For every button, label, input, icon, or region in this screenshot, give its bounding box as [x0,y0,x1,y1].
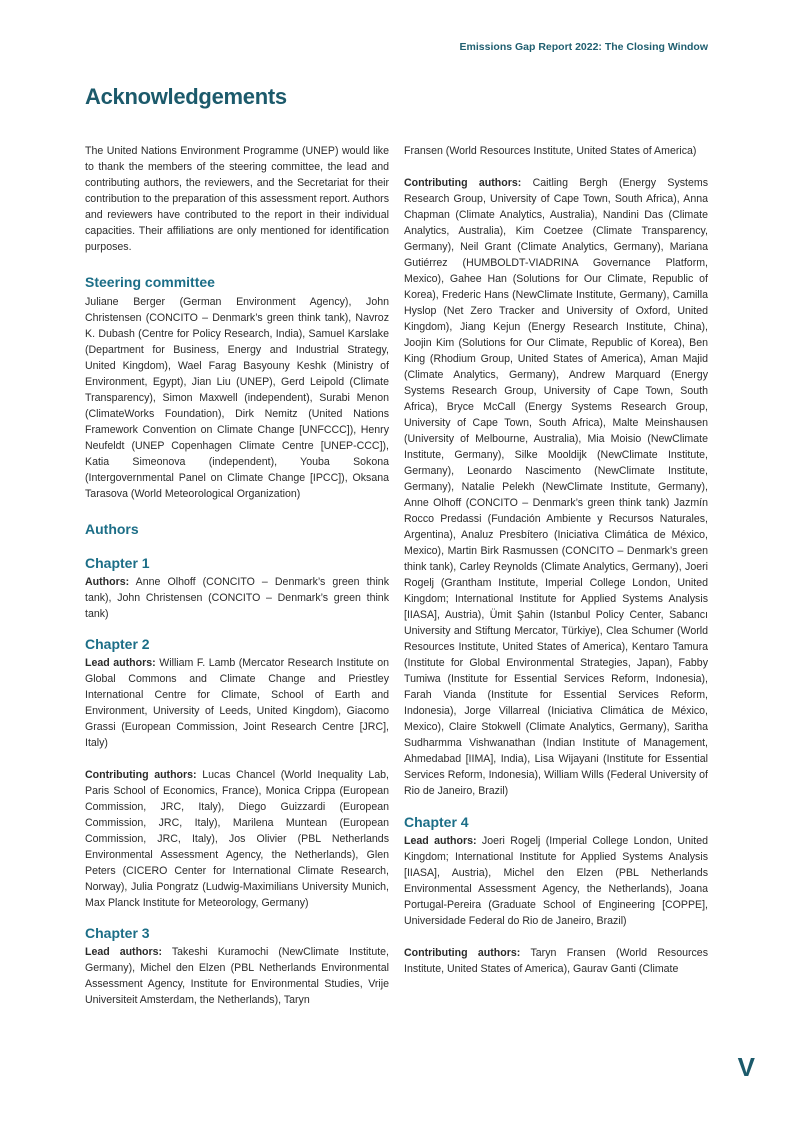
chapter-3-contributing-authors-text: Caitling Bergh (Energy Systems Research Group, University of Cape Town, South Africa), Anna Chapman (Climate Analytics, Australia), Nandini Das (Climate Analytics, Australia), Kim Coetzee (Climate Transparency, Germany), Neil Grant (Climate Analytics, Germany), Mariana Gutiérrez (HUMBOLDT-VIADRINA Governance Platform, Mexico), Gahee Han (Solutions for Our Climate, Republic of Korea), Frederic Hans (NewClimate Institute, Germany), Camilla Hyslop (Net Zero Tracker and University of Oxford, United Kingdom), Jiang Kejun (Energy Research Institute, China), Joojin Kim (Solutions for Our Climate, Republic of Korea), Ben King (Rhodium Group, United States of America), Aman Majid (Climate Analytics, Germany), Andrew Marquard (Energy Systems Research Group, University of Cape Town, South Africa), Bryce McCall (Energy Systems Research Group, University of Cape Town, South Africa), Malte Meinshausen (University of Melbourne, Australia), Mia Moisio (NewClimate Institute, Germany), Silke Mooldijk (NewClimate Institute, Germany), Leonardo Nascimento (NewClimate Institute, Germany), Natalie Pelekh (NewClimate Institute, Germany), Anne Olhoff (CONCITO – Denmark’s green think tank) Jazmín Rocco Predassi (Fundación Ambiente y Recursos Naturales, Argentina), Analuz Presbítero (Iniciativa Climática de México, Mexico), Martin Birk Rasmussen (CONCITO – Denmark’s green think tank), Carley Reynolds (Climate Analytics, Germany), Joeri Rogelj (Grantham Institute, Imperial College London, United Kingdom; International Institute for Applied Systems Analysis [IIASA], Austria), Ümit Şahin (Istanbul Policy Center, Sabancı University and Stiftung Mercator, Türkiye), Clea Schumer (World Resources Institute, United States of America), Kentaro Tamura (Institute for Global Environmental Strategies, Japan), Fabby Tumiwa (Institute for Essential Services Reform, Indonesia), Farah Vianda (Institute for Essential Services Reform, Indonesia), Jorge Villarreal (Iniciativa Climática de México, Mexico), Claire Stokwell (Climate Analytics, Germany), Saritha Sudharmma Vishwanathan (Indian Institute of Management, Ahmedabad [IIMA], India), Lisa Wijayani (Institute for Essential Services Reform, Indonesia), William Wills (Federal University of Rio de Janeiro, Brazil) [404,177,708,797]
chapter-4-lead-authors-text: Joeri Rogelj (Imperial College London, United Kingdom; International Institute for Applied Systems Analysis [IIASA], Austria), Michel den Elzen (PBL Netherlands Environmental Assessment Agency, the Netherlands), Joana Portugal-Pereira (Graduate School of Engineering [COPPE], Universidade Federal do Rio de Janeiro, Brazil) [404,835,708,927]
authors-heading: Authors [85,521,139,537]
chapter-1-heading: Chapter 1 [85,555,150,571]
chapter-3-lead-authors [85,944,389,1008]
chapter-3-lead-authors-text: Takeshi Kuramochi (NewClimate Institute, Germany), Michel den Elzen (PBL Netherlands Environmental Assessment Agency, Institute for Environmental Studies, Vrije Universiteit Amsterdam, the Netherlands), Taryn [85,946,389,1006]
left-column [85,143,389,1008]
steering-committee-heading: Steering committee [85,274,215,290]
right-column [404,143,708,977]
chapter-3-heading: Chapter 3 [85,925,150,941]
lead-authors-label: Lead authors: [85,946,163,958]
chapter-2-lead-authors-text: William F. Lamb (Mercator Research Institute on Global Commons and Climate Change and Priestley International Centre for Climate, School of Earth and Environment, University of Leeds, United Kingdom), Giacomo Grassi (European Commission, Joint Research Centre [JRC], Italy) [85,657,389,749]
chapter-4-contributing-authors-text: Taryn Fransen (World Resources Institute, United States of America), Gaurav Ganti (Climate [404,947,708,975]
lead-authors-label: Lead authors: [85,657,156,669]
chapter-2-contributing-authors [85,767,389,911]
chapter-4-heading: Chapter 4 [404,814,469,830]
running-header: Emissions Gap Report 2022: The Closing Window [459,41,708,53]
chapter-2-contributing-authors-text: Lucas Chancel (World Inequality Lab, Paris School of Economics, France), Monica Crippa (European Commission, JRC, Italy), Diego Guizzardi (European Commission, JRC, Italy), Marilena Muntean (European Commission, JRC, Italy), Jos Olivier (PBL Netherlands Environmental Assessment Agency, the Netherlands), Glen Peters (CICERO Center for International Climate Research, Norway), Julia Pongratz (Ludwig-Maximilians University Munich, Max Planck Institute for Meteorology, Germany) [85,769,389,909]
chapter-1-authors-text: Anne Olhoff (CONCITO – Denmark’s green think tank), John Christensen (CONCITO – Denmark’s green think tank) [85,576,389,620]
chapter-2-lead-authors [85,655,389,751]
chapter-3-contributing-authors [404,175,708,799]
intro-paragraph: The United Nations Environment Programme (UNEP) would like to thank the members of the steering committee, the lead and contributing authors, the reviewers, and the Secretariat for their contribution to the preparation of this assessment report. Authors and reviewers have contributed to the report in their individual capacities. Their affiliations are only mentioned for identification purposes. [85,145,389,253]
steering-committee-text: Juliane Berger (German Environment Agency), John Christensen (CONCITO – Denmark’s green think tank), Navroz K. Dubash (Centre for Policy Research, India), Samuel Karslake (Department for Business, Energy and Industrial Strategy, United Kingdom), Wael Farag Basyouny Keshk (Ministry of Environment, Egypt), Jian Liu (UNEP), Gerd Leipold (Climate Transparency), Simon Maxwell (independent), Surabi Menon (ClimateWorks Foundation), Dirk Nemitz (United Nations Framework Convention on Climate Change [UNFCCC]), Henry Neufeldt (UNEP Copenhagen Climate Centre [UNEP-CCC]), Katia Simeonova (independent), Youba Sokona (Intergovernmental Panel on Climate Change [IPCC]), Oksana Tarasova (World Meteorological Organization) [85,296,389,500]
authors-label: Authors: [85,576,130,588]
chapter-4-contributing-authors [404,945,708,977]
contributing-authors-label: Contributing authors: [85,769,197,781]
page-title: Acknowledgements [85,84,287,109]
page-number: V [737,1052,755,1082]
chapter-1-authors [85,574,389,622]
lead-authors-label: Lead authors: [404,835,477,847]
contributing-authors-label: Contributing authors: [404,177,522,189]
chapter-4-lead-authors [404,833,708,929]
chapter-2-heading: Chapter 2 [85,636,150,652]
contributing-authors-label: Contributing authors: [404,947,521,959]
chapter-3-lead-authors-continued: Fransen (World Resources Institute, United States of America) [404,145,697,157]
